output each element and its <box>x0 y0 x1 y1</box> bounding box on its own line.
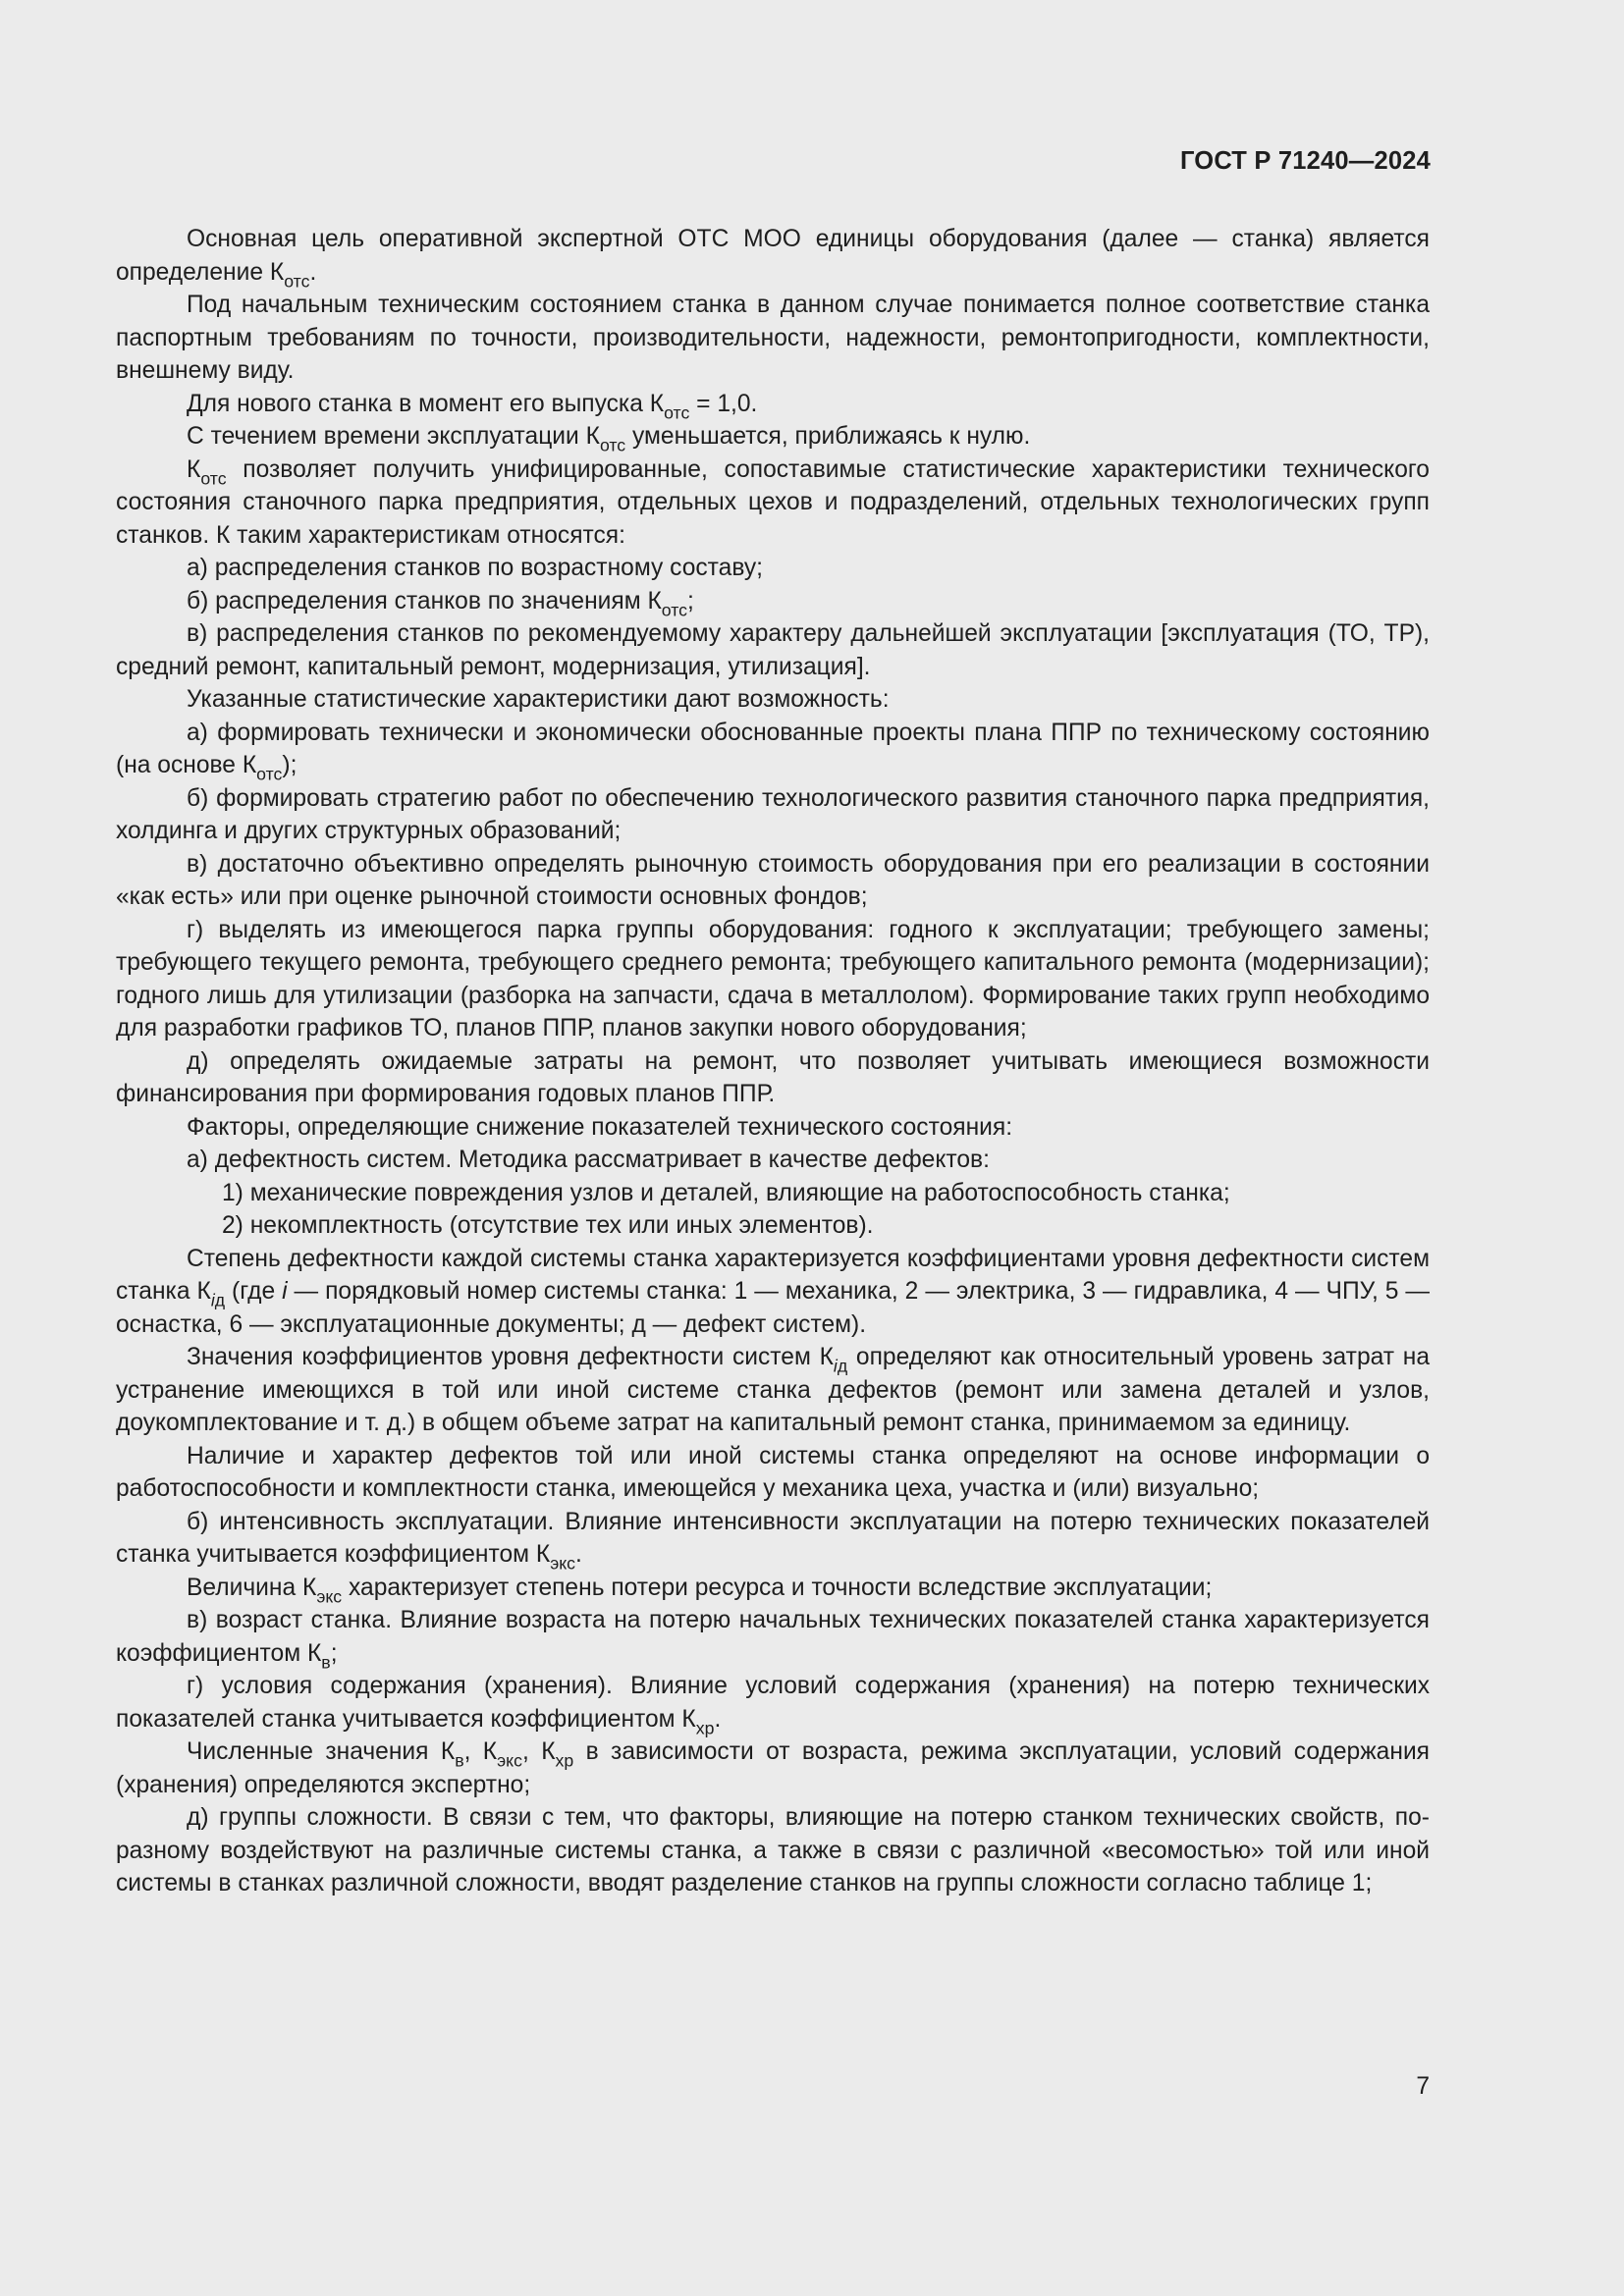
paragraph: Наличие и характер дефектов той или иной системы станка определяют на основе информации о работоспособности и комплектности станка, имеющейся у механика цеха, участка и (или) визуально; <box>116 1442 1430 1502</box>
sub-list-item: 1) механические повреждения узлов и деталей, влияющие на работоспособность станка; <box>222 1179 1230 1206</box>
paragraph: Указанные статистические характеристики дают возможность: <box>187 686 890 713</box>
list-item: в) распределения станков по рекомендуемому характеру дальнейшей эксплуатации [эксплуатация (ТО, ТР), средний ремонт, капитальный ремонт, модернизация, утилизация]. <box>116 620 1430 680</box>
paragraph: Основная цель оперативной экспертной ОТС МОО единицы оборудования (далее — станка) является определение $К_{отс}$. <box>116 226 1430 291</box>
list-item: б) формировать стратегию работ по обеспечению технологического развития станочного парка предприятия, холдинга и других структурных образований; <box>116 784 1430 844</box>
paragraph: Факторы, определяющие снижение показателей технического состояния: <box>187 1113 1013 1141</box>
paragraph: С течением времени эксплуатации $К_{отс}$ уменьшается, приближаясь к нулю. <box>187 423 1031 455</box>
list-item: б) распределения станков по значениям $К_{отс}$; <box>187 587 694 619</box>
paragraph: Под начальным техническим состоянием станка в данном случае понимается полное соответствие станка паспортным требованиям по точности, производительности, надежности, ремонтопригодности, комплектности, внешнему виду. <box>116 292 1430 384</box>
sub-list-item: 2) некомплектность (отсутствие тех или иных элементов). <box>222 1212 874 1239</box>
paragraph: $К_{отс}$ позволяет получить унифицированные, сопоставимые статистические характеристики технического состояния станочного парка предприятия, отдельных цехов и подразделений, отдельных технологических групп станков. К таким характеристикам относятся: <box>116 455 1430 549</box>
list-item: д) определять ожидаемые затраты на ремонт, что позволяет учитывать имеющиеся возможности финансирования при формирования годовых планов ППР. <box>116 1047 1430 1107</box>
list-item: г) выделять из имеющегося парка группы оборудования: годного к эксплуатации; требующего замены; требующего текущего ремонта, требующего среднего ремонта; требующего капитального ремонта (модернизации); годного лишь для утилизации (разборка на запчасти, сдача в металлолом). Формирование таких групп необходимо для разработки графиков ТО, планов ППР, планов закупки нового оборудования; <box>116 916 1430 1041</box>
document-body <box>116 223 1430 1900</box>
document-header: ГОСТ Р 71240—2024 <box>1179 147 1431 175</box>
list-item: в) достаточно объективно определять рыночную стоимость оборудования при его реализации в состоянии «как есть» или при оценке рыночной стоимости основных фондов; <box>116 850 1430 910</box>
list-item: а) формировать технически и экономически обоснованные проекты плана ППР по техническому состоянию (на основе $К_{отс}$); <box>116 719 1430 784</box>
paragraph: Численные значения $К_в$, $К_{экс}$, $К_{хр}$ в зависимости от возраста, режима эксплуатации, условий содержания (хранения) определяются экспертно; <box>116 1738 1430 1798</box>
list-item: а) дефектность систем. Методика рассматривает в качестве дефектов: <box>187 1147 990 1173</box>
page-number: 7 <box>1416 2073 1430 2100</box>
list-item: г) условия содержания (хранения). Влияние условий содержания (хранения) на потерю технических показателей станка учитывается коэффициентом $К_{хр}$. <box>116 1673 1430 1737</box>
list-item: б) интенсивность эксплуатации. Влияние интенсивности эксплуатации на потерю технических показателей станка учитывается коэффициентом $К_{экс}$. <box>116 1508 1430 1574</box>
paragraph: Значения коэффициентов уровня дефектности систем $К_{iд}$ определяют как относительный уровень затрат на устранение имеющихся в той или иной системе станка дефектов (ремонт или замена деталей и узлов, доукомплектование и т. д.) в общем объеме затрат на капитальный ремонт станка, принимаемом за единицу. <box>116 1344 1430 1436</box>
paragraph: Степень дефектности каждой системы станка характеризуется коэффициентами уровня дефектности систем станка $К_{iд}$ (где i — порядковый номер системы станка: 1 — механика, 2 — электрика, 3 — гидравлика, 4 — ЧПУ, 5 — оснастка, 6 — эксплуатационные документы; д — дефект систем). <box>116 1245 1431 1338</box>
list-item: в) возраст станка. Влияние возраста на потерю начальных технических показателей станка характеризуется коэффициентом $К_в$; <box>116 1607 1430 1672</box>
paragraph: Величина $К_{экс}$ характеризует степень потери ресурса и точности вследствие эксплуатации; <box>187 1574 1213 1606</box>
list-item: д) группы сложности. В связи с тем, что факторы, влияющие на потерю станком технических свойств, по-разному воздействуют на различные системы станка, а также в связи с различной «весомостью» той или иной системы в станках различной сложности, вводят разделение станков на группы сложности согласно таблице 1; <box>116 1804 1430 1896</box>
paragraph: Для нового станка в момент его выпуска $К_{отс} = 1,0$. <box>187 390 758 422</box>
list-item: а) распределения станков по возрастному составу; <box>187 555 764 581</box>
